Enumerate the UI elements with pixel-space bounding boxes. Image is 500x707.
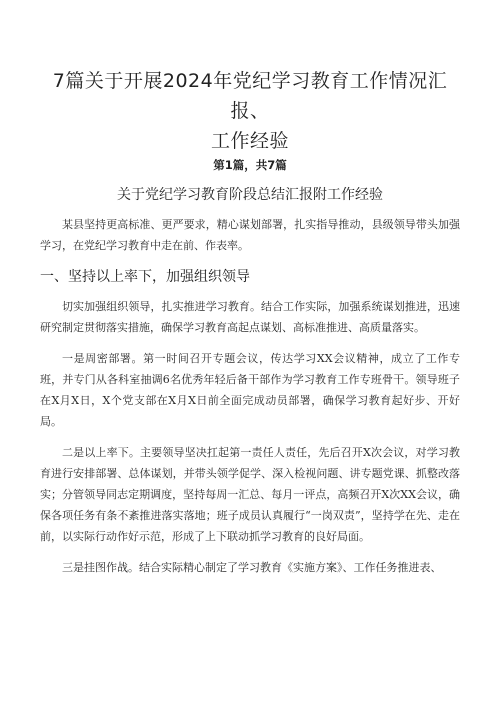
paragraph-2: 一是周密部署。第一时间召开专题会议，传达学习XX会议精神，成立了工作专班，并专门从各科室抽调6名优秀年轻后备干部作为学习教育工作专班骨干。领导班子在X月X日，X个党支部在X月X日前全面完成动员部署，确保学习教育起好步、开好局。 [40,352,460,428]
paragraph-1: 切实加强组织领导，扎实推进学习教育。结合工作实际，加强系统谋划推进，迅速研究制定贯彻落实措施，确保学习教育高起点谋划、高标准推进、高质量落实。 [40,300,460,334]
part-label: 第1篇，共7篇 [213,158,287,172]
document-title-line-1: 7篇关于开展2024年党纪学习教育工作情况汇报、 [52,70,448,122]
section-title: 关于党纪学习教育阶段总结汇报附工作经验 [117,187,383,203]
paragraph-4: 三是挂图作战。结合实际精心制定了学习教育《实施方案》、工作任务推进表、 [62,561,442,574]
document-title-line-2: 工作经验 [210,130,289,152]
intro-paragraph: 某县坚持更高标准、更严要求，精心谋划部署，扎实指导推动，县级领导带头加强学习，在党纪学习教育中走在前、作表率。 [40,218,460,252]
document-title [40,66,460,156]
document-body [40,214,460,588]
heading-1: 一、坚持以上率下，加强组织领导 [40,269,250,285]
paragraph-3: 二是以上率下。主要领导坚决扛起第一责任人责任，先后召开X次会议，对学习教育进行安排部署、总体谋划，并带头领学促学、深入检视问题、讲专题党课、抓整改落实；分管领导同志定期调度，坚持每周一汇总、每月一评点，高频召开X次XX会议，确保各项任务有条不紊推进落实落地；班子成员认真履行“一岗双责”，坚持学在先、走在前，以实际行动作好示范，形成了上下联动抓学习教育的良好局面。 [40,446,460,543]
